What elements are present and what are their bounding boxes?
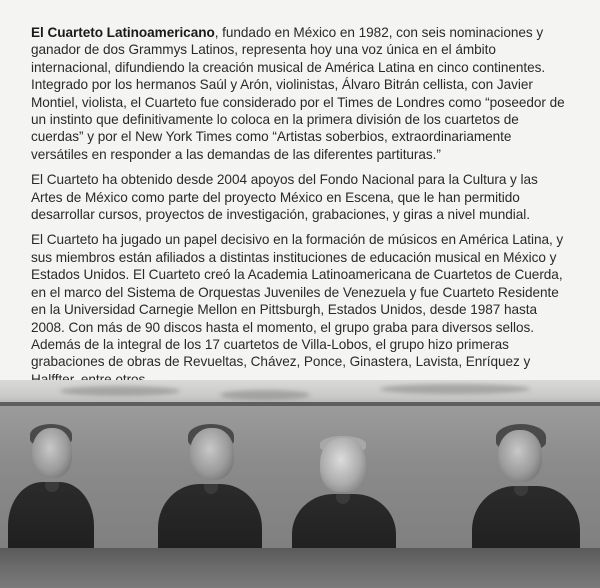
ensemble-name: El Cuarteto Latinoamericano xyxy=(31,25,215,40)
photo-floor xyxy=(0,548,600,588)
paragraph-1 xyxy=(31,24,571,163)
biography-text xyxy=(31,24,571,396)
photo-wall-ledge xyxy=(0,402,600,406)
paragraph-2: El Cuarteto ha obtenido desde 2004 apoyos del Fondo Nacional para la Cultura y las Artes de México como parte del proyecto México en Escena, que le han permitido desarrollar cursos, proyectos de investigación, grabaciones, y giras a nivel mundial. xyxy=(31,172,538,223)
paragraph-1-body: , fundado en México en 1982, con seis nominaciones y ganador de dos Grammys Latinos, representa hoy una voz única en el ámbito internacional, difundiendo la creación musical de América Latina en cinco continentes. Integrado por los hermanos Saúl y Arón, violinistas, Álvaro Bitrán cellista, con Javier Montiel, violista, el Cuarteto fue considerado por el Times de Londres como “poseedor de un instinto que definitivamente lo coloca en la primera división de los cuartetos de cuerdas” y por el New York Times como “Artistas soberbios, extraordinariamente versátiles en responder a las demandas de las diferentes partituras.” xyxy=(31,25,565,162)
group-photo xyxy=(0,380,600,588)
paragraph-3: El Cuarteto ha jugado un papel decisivo en la formación de músicos en América Latina, y sus miembros están afiliados a distintas instituciones de educación musical en México y Estados Unidos. El Cuarteto creó la Academia Latinoamericana de Cuartetos de Cuerda, en el marco del Sistema de Orquestas Juveniles de Venezuela y fue Cuarteto Residente en la Universidad Carnegie Mellon en Pittsburgh, Estados Unidos, desde 1987 hasta 2008. Con más de 90 discos hasta el momento, el grupo graba para diversos sellos. Además de la integral de los 17 cuartetos de Villa-Lobos, el grupo hizo primeras grabaciones de obras de Revueltas, Chávez, Ponce, Ginastera, Lavista, Enríquez y xyxy=(31,232,564,370)
